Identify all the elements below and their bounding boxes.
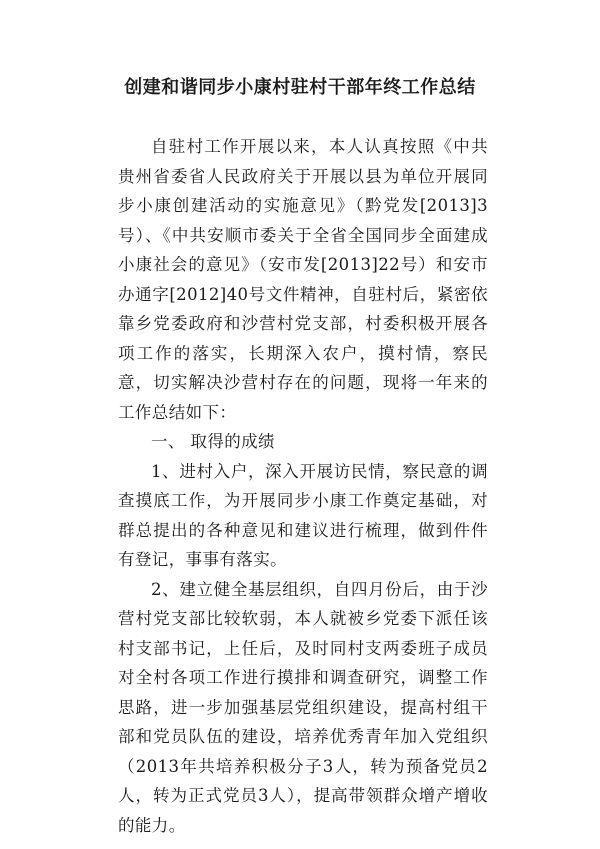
section-heading-achievements: 一、 取得的成绩	[151, 432, 275, 451]
paragraph-item-2: 2、建立健全基层组织，自四月份后，由于沙营村党支部比较软弱，本人就被乡党委下派任该村支部书记，上任后，及时同村支两委班子成员对全村各项工作进行摸排和调查研究，调整工作思路，进一步加强基层党组织建设，提高村组干部和党员队伍的建设，培养优秀青年加入党组织（2013年共培养积极分子3人，转为预备党员2人，转为正式党员3人），提高带领群众增产增收的能力。	[118, 579, 488, 835]
paragraph-intro: 自驻村工作开展以来，本人认真按照《中共贵州省委省人民政府关于开展以县为单位开展同步小康创建活动的实施意见》（黔党发[2013]3号）、《中共安顺市委关于全省全国同步全面建成小康社会的意见》（安市发[2013]22号）和安市办通字[2012]40号文件精神，自驻村后，紧密依靠乡党委政府和沙营村党支部，村委积极开展各项工作的落实，长期深入农户，摸村情，察民意，切实解决沙营村存在的问题，现将一年来的工作总结如下：	[118, 137, 488, 422]
paragraph-item-1: 1、进村入户，深入开展访民情，察民意的调查摸底工作，为开展同步小康工作奠定基础，对群总提出的各种意见和建议进行梳理，做到件件有登记，事事有落实。	[118, 461, 488, 569]
document-title: 创建和谐同步小康村驻村干部年终工作总结	[124, 77, 476, 98]
document-body	[118, 132, 488, 840]
